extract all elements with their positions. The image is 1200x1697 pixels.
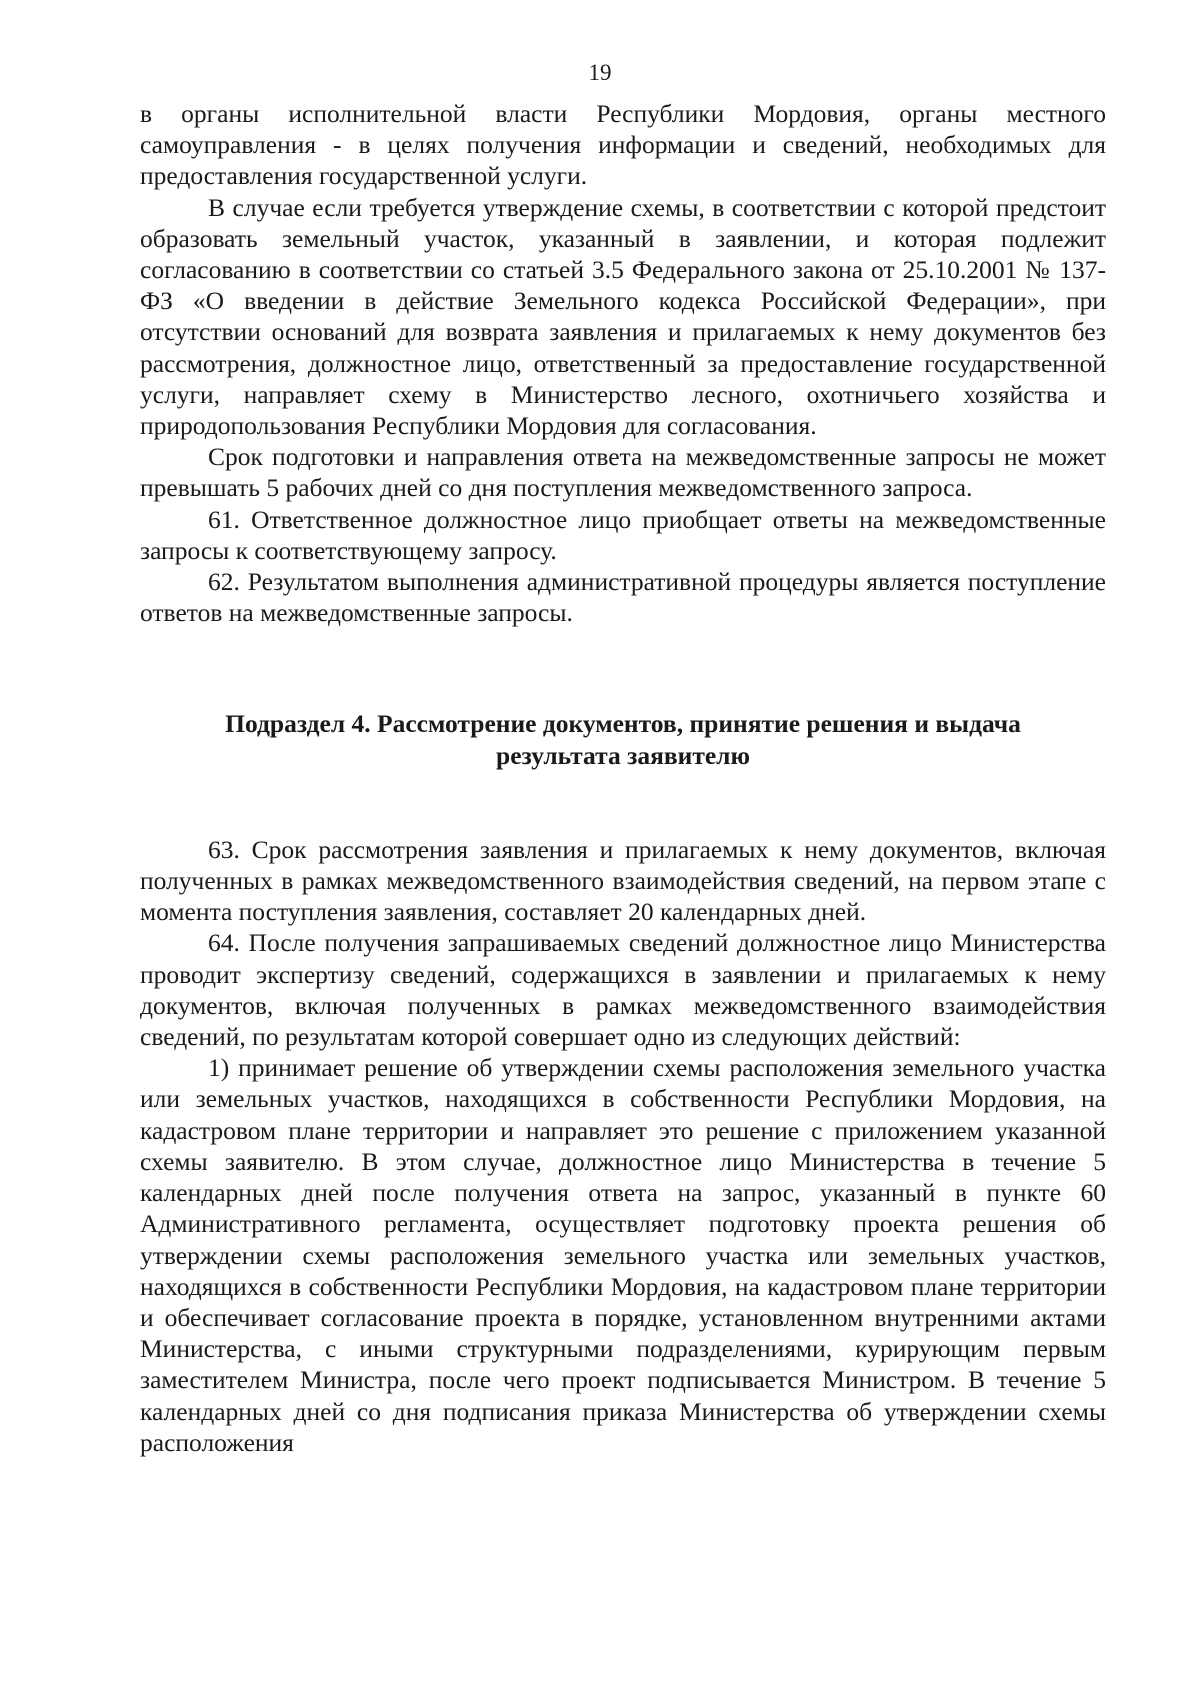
section-heading-line: результата заявителю xyxy=(496,740,750,770)
document-body xyxy=(140,98,1106,1458)
paragraph: Срок подготовки и направления ответа на межведомственные запросы не может превышать 5 рабочих дней со дня поступления межведомственного запроса. xyxy=(140,442,1106,503)
paragraph: в органы исполнительной власти Республики Мордовия, органы местного самоуправления - в целях получения информации и сведений, необходимых для предоставления государственной услуги. xyxy=(140,99,1106,191)
paragraph: В случае если требуется утверждение схемы, в соответствии с которой предстоит образовать земельный участок, указанный в заявлении, и которая подлежит согласованию в соответствии со статьей 3.5 Федерального закона от 25.10.2001 № 137-ФЗ «О введении в действие Земельного кодекса Российской Федерации», при отсутствии оснований для возврата заявления и прилагаемых к нему документов без рассмотрения, должностное лицо, ответственный за предоставление государственной услуги, направляет схему в Министерство лесного, охотничьего хозяйства и природопользования Республики Мордовия для согласования. xyxy=(140,192,1106,441)
section-heading-line: Подраздел 4. Рассмотрение документов, принятие решения и выдача xyxy=(225,709,1021,739)
paragraph: 63. Срок рассмотрения заявления и прилагаемых к нему документов, включая полученных в рамках межведомственного взаимодействия сведений, на первом этапе с момента поступления заявления, составляет 20 календарных дней. xyxy=(140,834,1106,927)
paragraph: 62. Результатом выполнения административной процедуры является поступление ответов на межведомственные запросы. xyxy=(140,567,1106,628)
page-number: 19 xyxy=(588,60,612,85)
section-heading xyxy=(140,708,1106,770)
paragraph: 1) принимает решение об утверждении схемы расположения земельного участка или земельных участков, находящихся в собственности Республики Мордовия, на кадастровом плане территории и направляет это решение с приложением указанной схемы заявителю. В этом случае, должностное лицо Министерства в течение 5 календарных дней после получения ответа на запрос, указанный в пункте 60 Административного регламента, осуществляет подготовку проекта решения об утверждении схемы расположения земельного участка или земельных участков, находящихся в собственности Республики Мордовия, на кадастровом плане территории и обеспечивает согласование проекта в порядке, установленном внутренними актами Министерства, с иными структурными подразделениями, курирующим первым заместителем Министра, после чего проект подписывается Министром. В течение 5 календарных дней со дня подписания приказа Министерства об утверждении схемы расположения xyxy=(140,1053,1106,1457)
paragraph: 64. После получения запрашиваемых сведений должностное лицо Министерства проводит экспертизу сведений, содержащихся в заявлении и прилагаемых к нему документов, включая полученных в рамках межведомственного взаимодействия сведений, по результатам которой совершает одно из следующих действий: xyxy=(140,928,1106,1052)
paragraph: 61. Ответственное должностное лицо приобщает ответы на межведомственные запросы к соответствующему запросу. xyxy=(140,504,1106,565)
